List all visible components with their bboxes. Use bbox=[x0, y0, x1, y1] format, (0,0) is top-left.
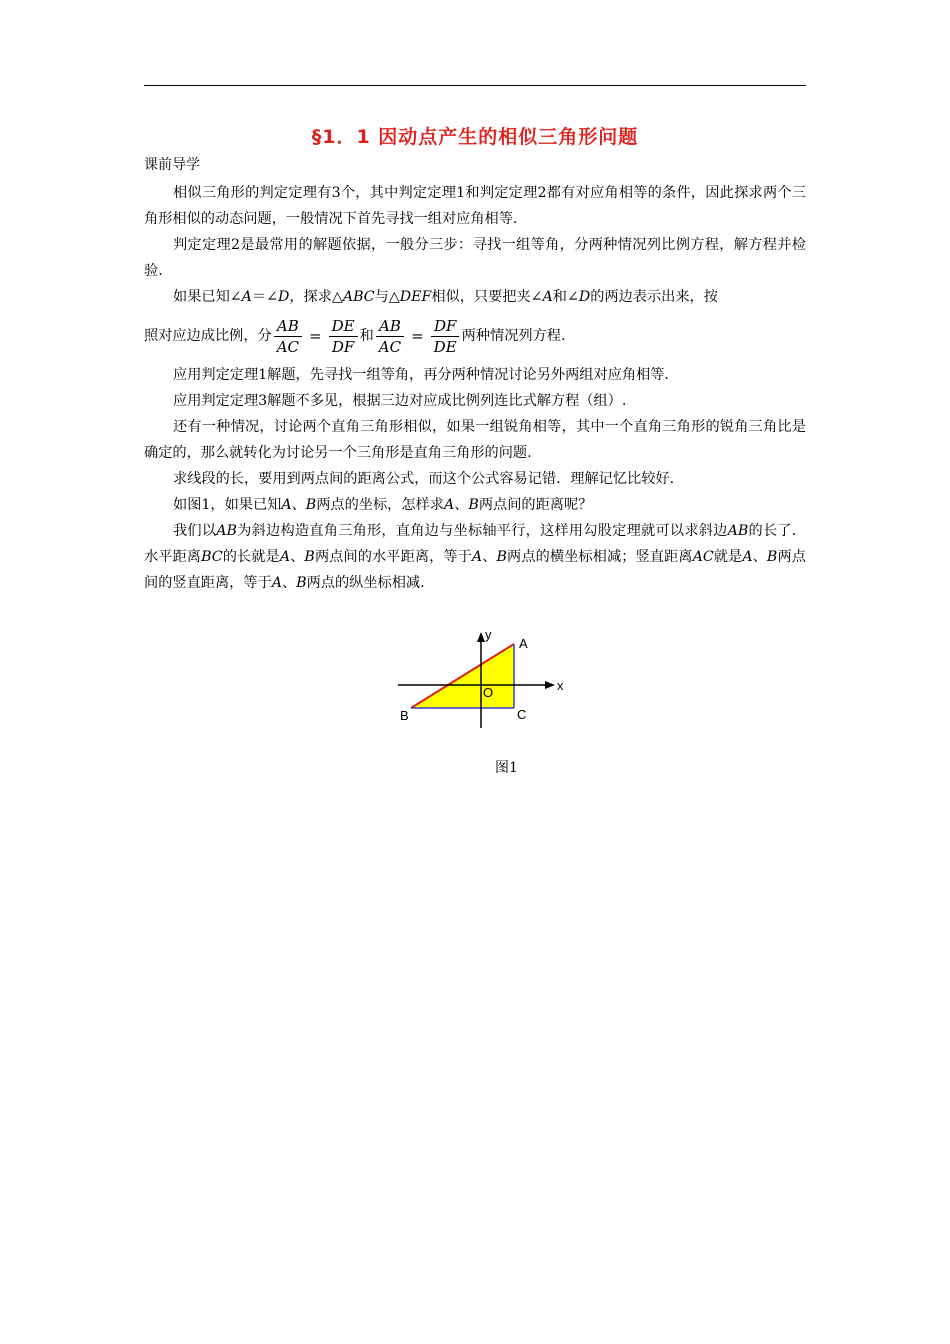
fraction-df-de bbox=[431, 316, 460, 357]
text: 两点间的距离呢？ bbox=[478, 497, 593, 513]
text: 的长了．水平距离 bbox=[144, 523, 806, 565]
text: 两点的横坐标相减；竖直距离 bbox=[506, 549, 693, 565]
y-axis-arrow bbox=[477, 632, 485, 642]
math-var: A bbox=[471, 549, 483, 565]
text: 如果已知∠ bbox=[173, 289, 242, 305]
math-var: A bbox=[281, 497, 292, 513]
math-var: B bbox=[766, 549, 778, 565]
page-title: §1．1 因动点产生的相似三角形问题 bbox=[311, 126, 639, 148]
text: 为斜边构造直角三角形，直角边与坐标轴平行，这样用勾股定理就可以求斜边 bbox=[236, 523, 728, 539]
text: 两点的坐标，怎样求 bbox=[316, 497, 444, 513]
math-var: BC bbox=[201, 549, 223, 565]
math-var: B bbox=[305, 497, 317, 513]
figure-caption: 图1 bbox=[495, 760, 518, 776]
text: ＝∠ bbox=[251, 289, 278, 305]
label-o: O bbox=[483, 685, 494, 700]
label-b: B bbox=[400, 708, 409, 723]
coordinate-figure bbox=[395, 628, 570, 728]
paragraph-5: 应用判定定理3解题不多见，根据三边对应成比例列连比式解方程（组）. bbox=[173, 393, 627, 409]
text: 我们以 bbox=[173, 523, 217, 539]
math-var: A bbox=[271, 575, 282, 591]
fraction-ab-ac bbox=[274, 316, 302, 357]
text: 、 bbox=[290, 549, 305, 565]
math-var: D bbox=[277, 289, 290, 305]
math-var: B bbox=[296, 575, 307, 591]
text: 的两边表示出来，按 bbox=[590, 289, 718, 305]
math-var: A bbox=[742, 549, 753, 565]
paragraph-8 bbox=[144, 492, 806, 518]
denominator: DF bbox=[331, 337, 355, 356]
math-var: B bbox=[496, 549, 507, 565]
text: 就是 bbox=[713, 549, 743, 565]
text: 、 bbox=[482, 549, 497, 565]
paragraph-7: 求线段的长，要用到两点间的距离公式，而这个公式容易记错．理解记忆比较好. bbox=[173, 471, 675, 487]
math-var: A bbox=[279, 549, 291, 565]
numerator: AB bbox=[274, 316, 302, 337]
math-var: B bbox=[304, 549, 315, 565]
paragraph-9 bbox=[144, 518, 806, 596]
paragraph-2: 判定定理2是最常用的解题依据，一般分三步：寻找一组等角，分两种情况列比例方程，解方程并检验. bbox=[144, 237, 806, 279]
text: 如图1，如果已知 bbox=[173, 497, 282, 513]
math-var: A bbox=[241, 289, 252, 305]
header-rule bbox=[144, 85, 806, 86]
fraction-de-df bbox=[329, 316, 358, 357]
equals-sign: = bbox=[411, 327, 424, 345]
text: ，探求△ bbox=[289, 289, 343, 305]
math-var: AB bbox=[727, 523, 749, 539]
numerator: AB bbox=[376, 316, 404, 337]
text: 与△ bbox=[374, 289, 400, 305]
formula-line bbox=[144, 310, 806, 362]
math-var: ABC bbox=[342, 289, 375, 305]
text: 相似，只要把夹∠ bbox=[431, 289, 543, 305]
denominator: AC bbox=[276, 337, 300, 356]
text: 的长就是 bbox=[222, 549, 280, 565]
math-var: B bbox=[468, 497, 479, 513]
paragraph-1: 相似三角形的判定定理有3个，其中判定定理1和判定定理2都有对应角相等的条件，因此探求两个三角形相似的动态问题，一般情况下首先寻找一组对应角相等. bbox=[144, 185, 806, 227]
math-var: DEF bbox=[399, 289, 432, 305]
text: 和 bbox=[359, 328, 374, 344]
text: 和∠ bbox=[552, 289, 579, 305]
text: 两点间的水平距离，等于 bbox=[314, 549, 472, 565]
fraction-ab-ac-2 bbox=[376, 316, 404, 357]
text: 两点间的竖直距离，等于 bbox=[144, 549, 806, 591]
equals-sign: = bbox=[309, 327, 322, 345]
math-var: A bbox=[542, 289, 553, 305]
x-axis-arrow bbox=[545, 681, 555, 689]
label-c: C bbox=[517, 707, 527, 722]
text: 、 bbox=[291, 497, 306, 513]
numerator: DE bbox=[329, 316, 358, 337]
math-var: A bbox=[443, 497, 455, 513]
paragraph-4: 应用判定定理1解题，先寻找一组等角，再分两种情况讨论另外两组对应角相等. bbox=[173, 367, 669, 383]
text: 、 bbox=[752, 549, 767, 565]
body-text bbox=[144, 180, 806, 596]
denominator: AC bbox=[378, 337, 402, 356]
label-x: x bbox=[557, 678, 564, 693]
label-y: y bbox=[485, 628, 492, 642]
subheading: 课前导学 bbox=[144, 157, 200, 173]
text: 照对应边成比例，分 bbox=[144, 328, 272, 344]
math-var: AC bbox=[692, 549, 714, 565]
denominator: DE bbox=[433, 337, 457, 356]
text: 两种情况列方程. bbox=[461, 328, 566, 344]
numerator: DF bbox=[431, 316, 459, 337]
text: 、 bbox=[454, 497, 469, 513]
math-var: D bbox=[578, 289, 591, 305]
math-var: AB bbox=[216, 523, 237, 539]
label-a: A bbox=[519, 636, 528, 651]
paragraph-3 bbox=[144, 284, 806, 310]
paragraph-6: 还有一种情况，讨论两个直角三角形相似，如果一组锐角相等，其中一个直角三角形的锐角三角比是确定的，那么就转化为讨论另一个三角形是直角三角形的问题. bbox=[144, 419, 806, 461]
text: 两点的纵坐标相减. bbox=[306, 575, 425, 591]
text: 、 bbox=[281, 575, 297, 591]
